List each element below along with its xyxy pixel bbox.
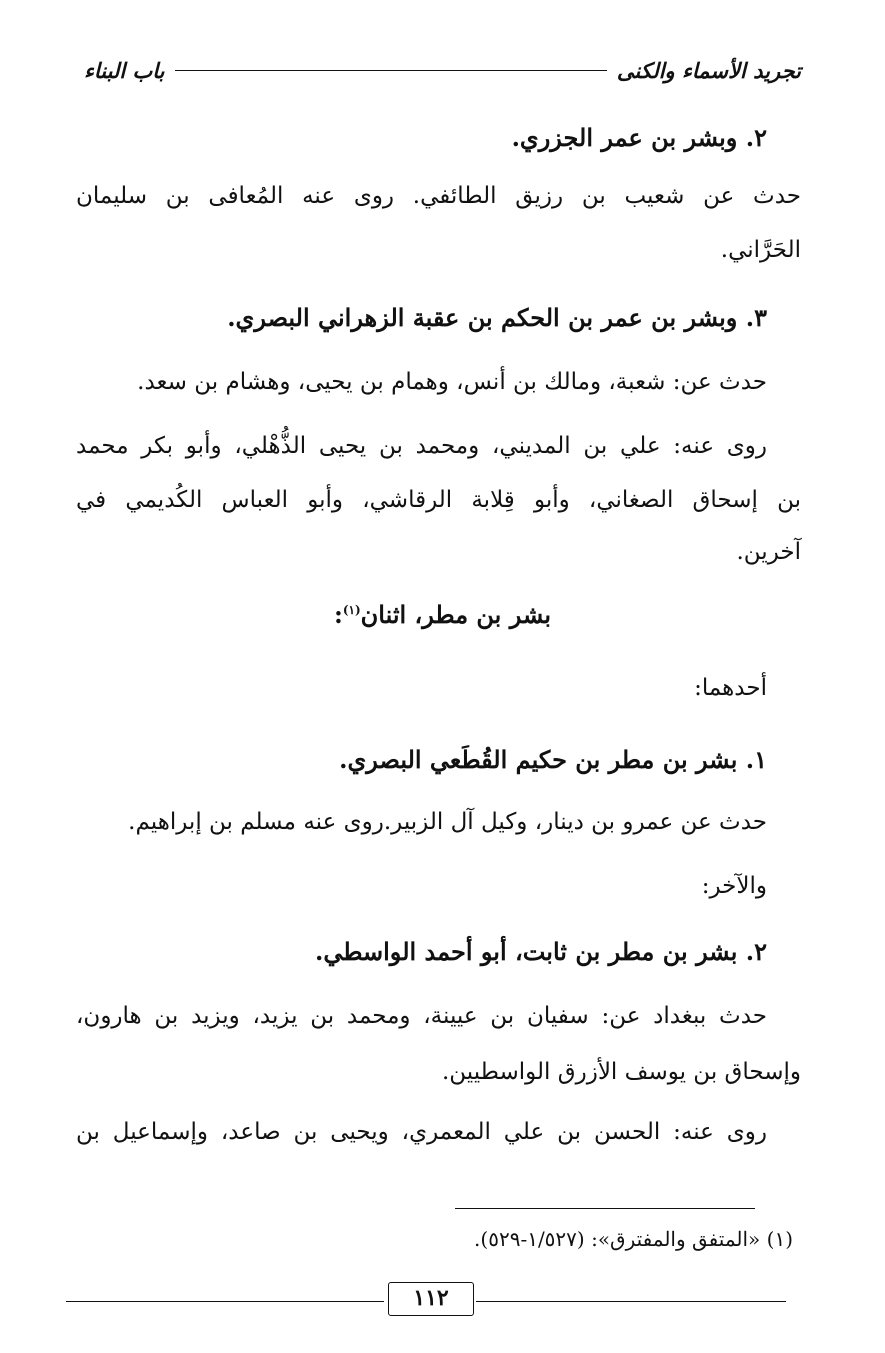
paragraph-line: والآخر:: [701, 873, 767, 899]
paragraph-line: حدث عن: شعبة، ومالك بن أنس، وهمام بن يحيى، وهشام بن سعد.: [137, 369, 767, 395]
section-heading: [0, 590, 885, 635]
running-header: [84, 52, 801, 88]
header-rule: [175, 70, 607, 71]
paragraph-line: بن إسحاق الصغاني، وأبو قِلابة الرقاشي، وأبو العباس الكُديمي في: [76, 487, 801, 513]
paragraph-line: حدث ببغداد عن: سفيان بن عيينة، ومحمد بن يزيد، ويزيد بن هارون،: [76, 1003, 767, 1029]
footer-rule-left: [66, 1301, 384, 1302]
entry-heading: ٢. وبشر بن عمر الجزري.: [511, 123, 767, 152]
paragraph-line: روى عنه: الحسن بن علي المعمري، ويحيى بن صاعد، وإسماعيل بن: [76, 1119, 767, 1145]
page-number: ١١٢: [388, 1282, 474, 1316]
entry-heading: ٣. وبشر بن عمر بن الحكم بن عقبة الزهراني البصري.: [227, 303, 767, 332]
footnote: (١) «المتفق والمفترق»: (١/٥٢٧-٥٢٩).: [474, 1227, 793, 1251]
footnote-marker: (١): [342, 603, 361, 617]
section-heading-text: بشر بن مطر، اثنان: [360, 600, 552, 629]
chapter-title: باب البناء: [84, 57, 165, 83]
footer-rule-right: [476, 1301, 786, 1302]
entry-heading: ١. بشر بن مطر بن حكيم القُطَعي البصري.: [339, 745, 767, 774]
paragraph-line: روى عنه: علي بن المديني، ومحمد بن يحيى الذُّهْلي، وأبو بكر محمد: [76, 433, 767, 459]
section-heading-colon: :: [333, 600, 343, 629]
entry-heading: ٢. بشر بن مطر بن ثابت، أبو أحمد الواسطي.: [314, 937, 767, 966]
paragraph-line: وإسحاق بن يوسف الأزرق الواسطيين.: [441, 1059, 801, 1085]
footnote-rule: [455, 1208, 755, 1209]
paragraph-line: حدث عن عمرو بن دينار، وكيل آل الزبير.روى عنه مسلم بن إبراهيم.: [128, 809, 767, 835]
paragraph-line: أحدهما:: [694, 675, 767, 701]
paragraph-line: حدث عن شعيب بن رزيق الطائفي. روى عنه المُعافى بن سليمان: [76, 183, 801, 209]
paragraph-line: الحَرَّاني.: [720, 237, 801, 263]
book-title: تجريد الأسماء والكنى: [616, 57, 801, 83]
paragraph-line: آخرين.: [736, 539, 801, 565]
